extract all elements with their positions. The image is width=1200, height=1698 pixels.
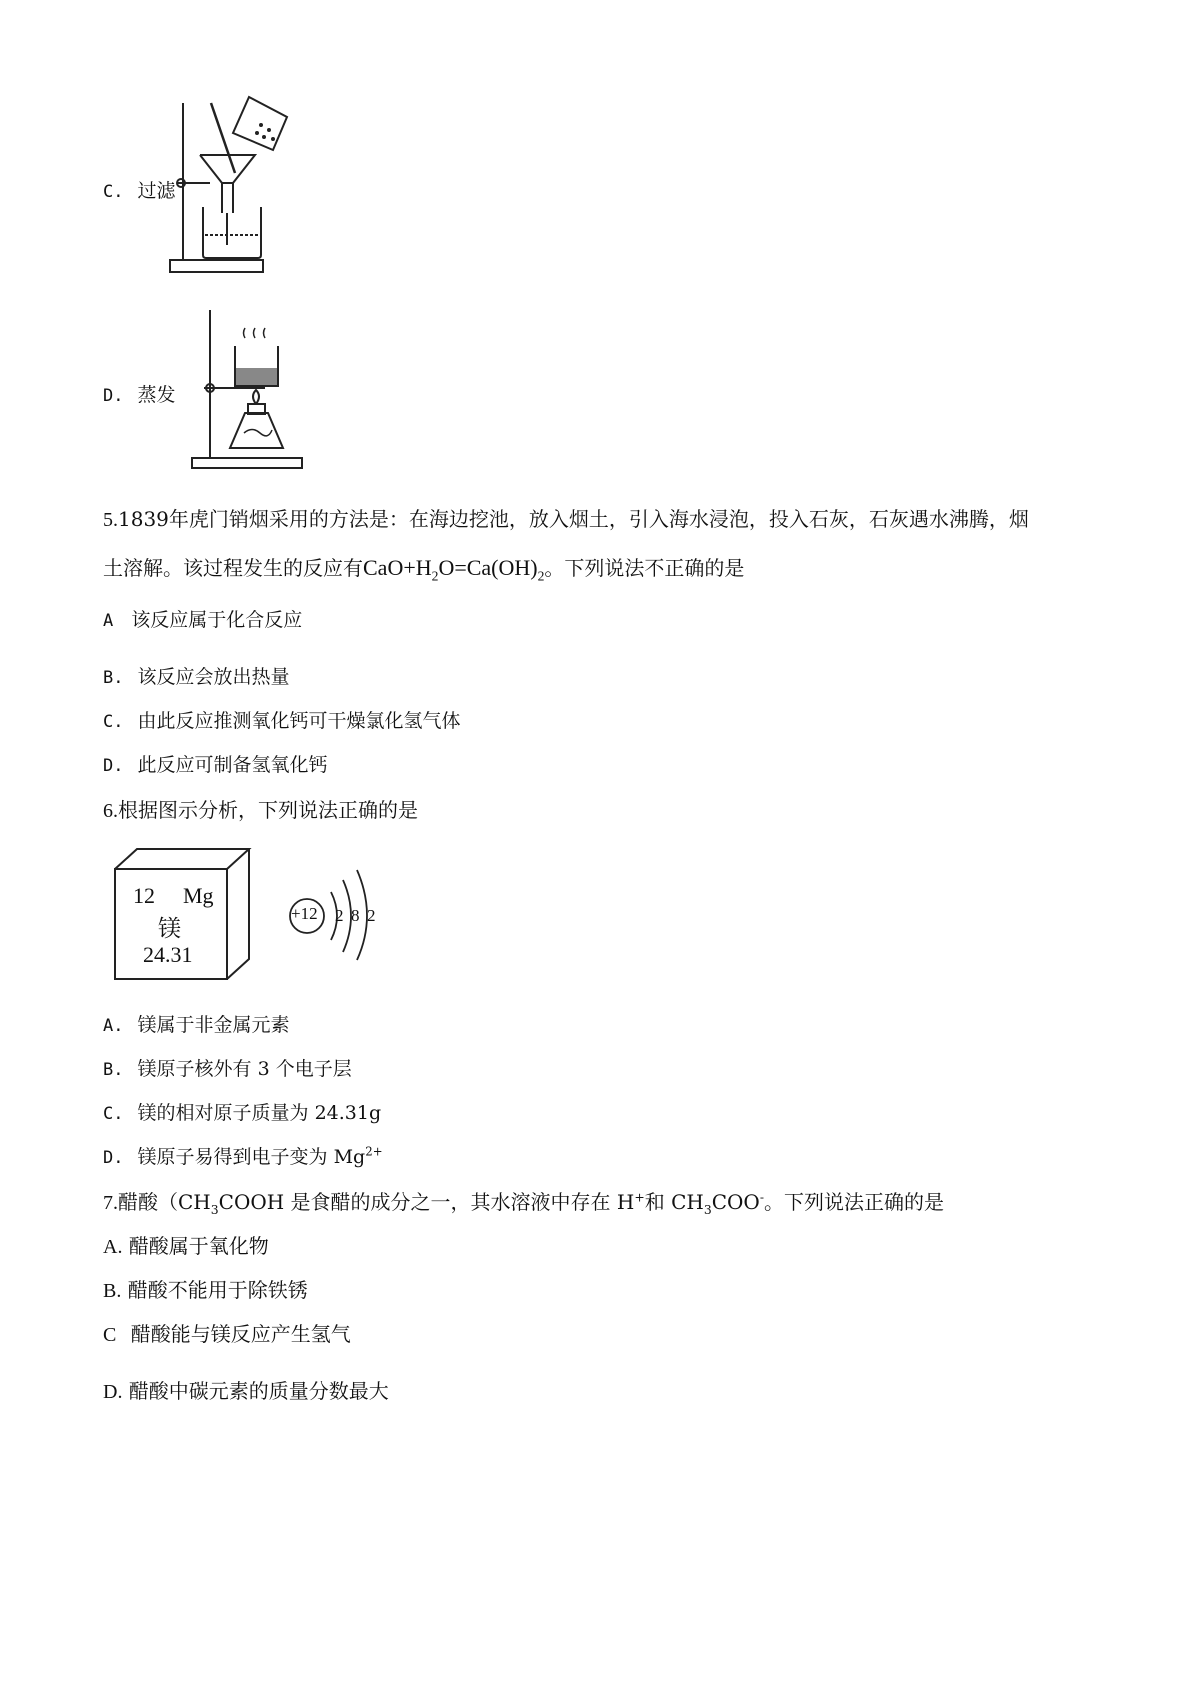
option-letter: D. [103, 1381, 123, 1403]
option-letter: C. [103, 712, 124, 732]
question-text: COOH 是食醋的成分之一，其水溶液中存在 H [218, 1190, 635, 1214]
q5-option-d [103, 750, 328, 777]
option-letter: C. [103, 182, 124, 202]
question-text: COO [711, 1190, 760, 1214]
q6-option-a [103, 1010, 290, 1037]
q7-option-d [103, 1375, 389, 1404]
nucleus-charge: +12 [291, 904, 318, 923]
atomic-mass: 24.31 [143, 942, 193, 967]
q5-option-b [103, 662, 290, 689]
formula-subscript: 3 [210, 1202, 219, 1217]
question-text: 根据图示分析，下列说法正确的是 [118, 798, 418, 822]
option-letter: D. [103, 1148, 124, 1168]
question-number: 6. [103, 800, 118, 822]
question-text: 和 CH [644, 1190, 704, 1214]
reaction-equation [363, 555, 545, 584]
ion-charge: - [759, 1189, 765, 1205]
question-5-line-1 [103, 503, 1029, 532]
shell-1-electrons: 2 [335, 906, 344, 925]
question-text: 1839年虎门销烟采用的方法是：在海边挖池，放入烟土，引入海水浸泡，投入石灰，石灰遇水沸腾，烟 [118, 507, 1029, 531]
option-letter: A. [103, 1016, 124, 1036]
option-text: 镁属于非金属元素 [137, 1014, 290, 1036]
option-text: 醋酸中碳元素的质量分数最大 [128, 1379, 389, 1403]
option-text: 该反应属于化合反应 [131, 609, 303, 631]
q7-option-c [103, 1318, 351, 1347]
question-7-stem [103, 1186, 944, 1217]
option-letter: C [103, 1324, 117, 1346]
q6-option-c [103, 1098, 381, 1125]
magnesium-atom-structure [287, 862, 397, 962]
option-text: 由此反应推测氧化钙可干燥氯化氢气体 [137, 710, 461, 732]
element-cell-magnesium [113, 847, 253, 983]
option-text: 蒸发 [137, 384, 176, 406]
element-symbol: Mg [183, 883, 214, 908]
q6-option-d [103, 1142, 383, 1169]
question-text: 土溶解。该过程发生的反应有 [103, 556, 363, 580]
option-text: 镁的相对原子质量为 24.31g [137, 1102, 382, 1124]
option-text: 镁原子核外有 3 个电子层 [137, 1058, 352, 1080]
evaporation-apparatus-figure [190, 308, 305, 473]
shell-2-electrons: 8 [351, 906, 360, 925]
option-letter: D. [103, 386, 124, 406]
formula-subscript: 3 [703, 1202, 712, 1217]
question-6-stem [103, 794, 418, 823]
equation-part: O=Ca(OH) [438, 555, 538, 580]
option-letter: B. [103, 668, 124, 688]
equation-subscript: 2 [431, 568, 439, 584]
option-letter: B. [103, 1060, 124, 1080]
q5-option-a [103, 605, 302, 632]
option-letter: A. [103, 1236, 123, 1258]
option-text: 醋酸不能用于除铁锈 [127, 1278, 308, 1302]
option-text: 醋酸能与镁反应产生氢气 [130, 1322, 351, 1346]
element-name: 镁 [158, 916, 181, 942]
atomic-number: 12 [133, 883, 155, 908]
question-text: 。下列说法正确的是 [764, 1190, 945, 1214]
equation-subscript: 2 [537, 568, 545, 584]
filtration-apparatus-figure [165, 95, 290, 280]
option-text: 此反应可制备氢氧化钙 [137, 754, 328, 776]
option-d-evaporation [103, 380, 176, 407]
option-letter: B. [103, 1280, 122, 1302]
q6-option-b [103, 1054, 352, 1081]
question-text: 醋酸（CH [118, 1190, 211, 1214]
question-number: 7. [103, 1192, 118, 1214]
q7-option-a [103, 1230, 269, 1259]
q5-option-c [103, 706, 461, 733]
ion-charge: + [634, 1189, 645, 1205]
equation-part: CaO+H [363, 555, 432, 580]
option-text: 该反应会放出热量 [137, 666, 290, 688]
ion-charge: 2+ [365, 1144, 383, 1159]
option-letter: C. [103, 1104, 124, 1124]
question-5-line-2 [103, 552, 744, 584]
question-text: 。下列说法不正确的是 [544, 556, 745, 580]
option-text: 过滤 [137, 180, 176, 202]
option-text: 醋酸属于氧化物 [128, 1234, 269, 1258]
q7-option-b [103, 1274, 308, 1303]
shell-3-electrons: 2 [367, 906, 376, 925]
option-letter: A [103, 611, 114, 631]
question-number: 5. [103, 509, 118, 531]
option-letter: D. [103, 756, 124, 776]
option-text: 镁原子易得到电子变为 Mg [137, 1146, 366, 1168]
